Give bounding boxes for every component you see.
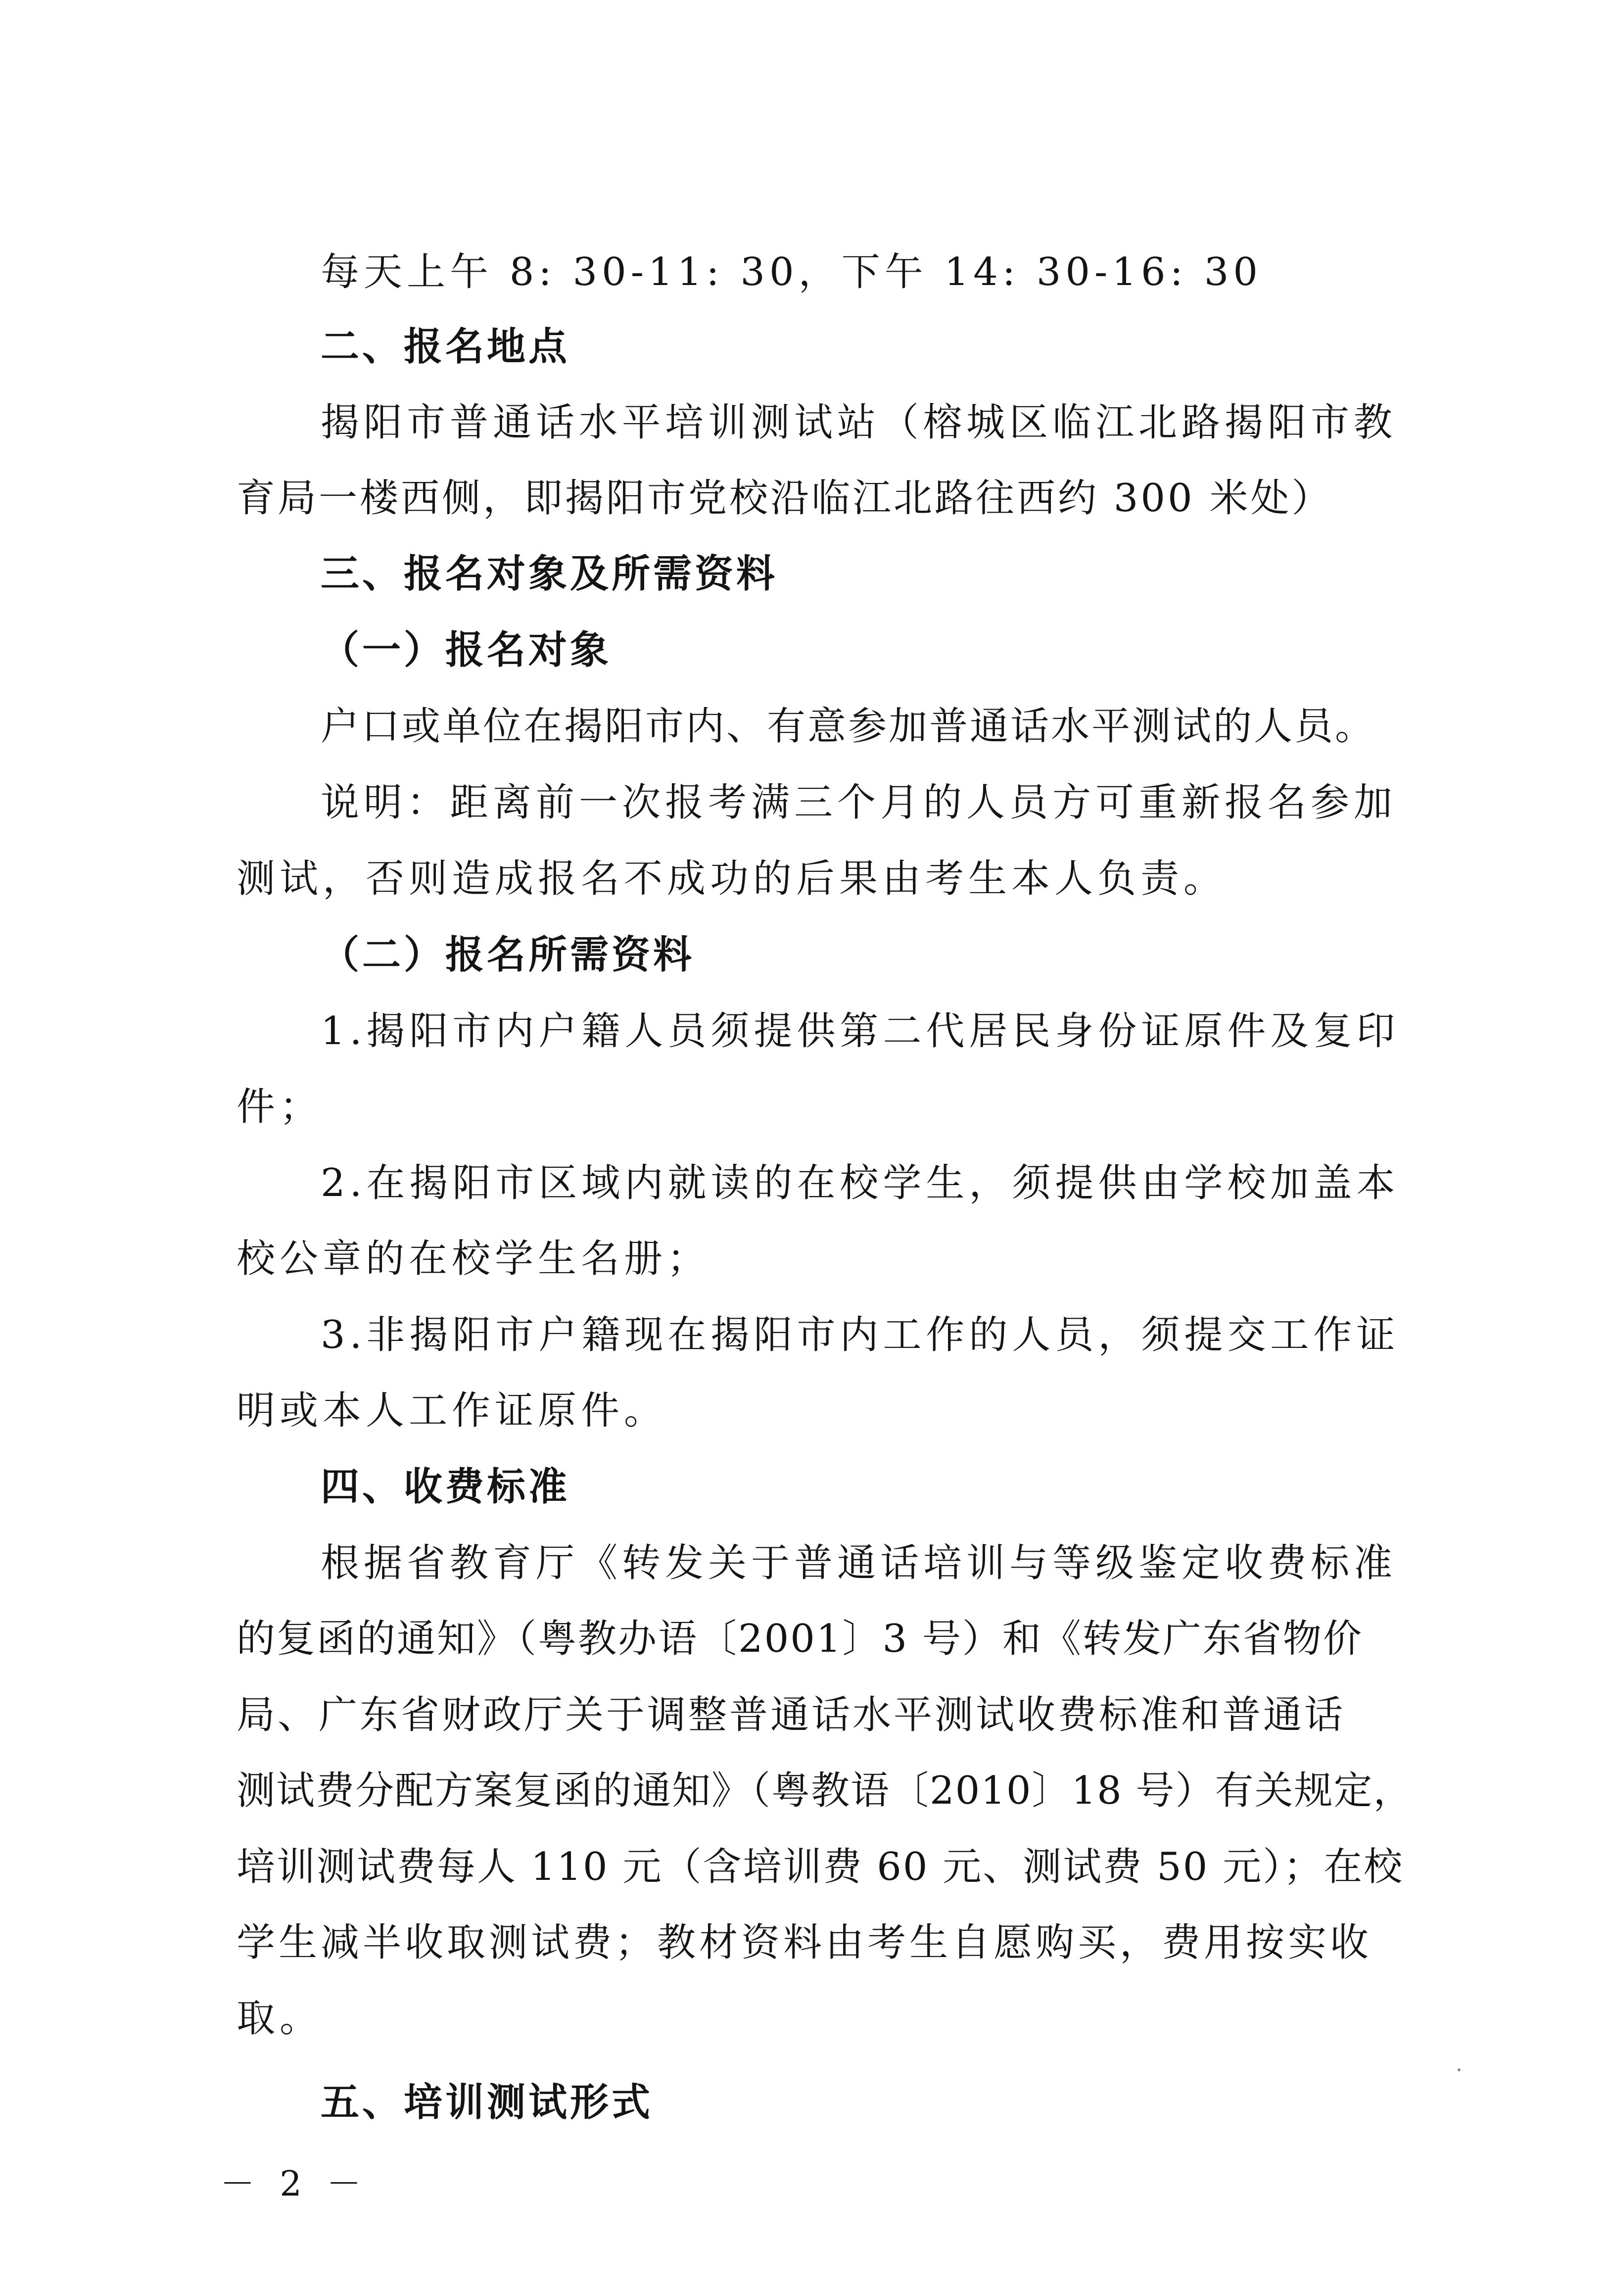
section-heading-fees: 四、收费标准	[321, 1465, 570, 1509]
body-line-item1-1: 1.揭阳市内户籍人员须提供第二代居民身份证原件及复印	[321, 1009, 1400, 1053]
body-line-item2-1: 2.在揭阳市区域内就读的在校学生，须提供由学校加盖本	[321, 1161, 1400, 1205]
body-line-item1-2: 件；	[237, 1085, 323, 1129]
scan-speck	[1458, 2068, 1461, 2071]
section-heading-location: 二、报名地点	[321, 325, 570, 369]
body-line-note-2: 测试，否则造成报名不成功的后果由考生本人负责。	[237, 857, 1227, 901]
body-line-hours: 每天上午 8: 30-11: 30，下午 14: 30-16: 30	[321, 250, 1262, 294]
body-line-location-1: 揭阳市普通话水平培训测试站（榕城区临江北路揭阳市教	[321, 400, 1397, 445]
body-line-item3-1: 3.非揭阳市户籍现在揭阳市内工作的人员，须提交工作证	[321, 1313, 1400, 1357]
body-line-note-1: 说明：距离前一次报考满三个月的人员方可重新报名参加	[321, 780, 1397, 825]
section-heading-format: 五、培训测试形式	[321, 2080, 654, 2125]
body-line-location-2: 育局一楼西侧，即揭阳市党校沿临江北路往西约 300 米处）	[237, 476, 1333, 521]
body-line-fees-7: 取。	[237, 1996, 323, 2041]
body-line-fees-5: 培训测试费每人 110 元（含培训费 60 元、测试费 50 元）；在校	[237, 1845, 1404, 1889]
body-line-fees-3: 局、广东省财政厅关于调整普通话水平测试收费标准和普通话	[237, 1693, 1346, 1737]
body-line-fees-1: 根据省教育厅《转发关于普通话培训与等级鉴定收费标准	[321, 1541, 1397, 1585]
body-line-item2-2: 校公章的在校学生名册；	[237, 1237, 710, 1281]
section-heading-targets-materials: 三、报名对象及所需资料	[321, 552, 778, 596]
body-line-item3-2: 明或本人工作证原件。	[237, 1388, 667, 1433]
page-number: － 2 －	[220, 2163, 369, 2204]
subheading-targets: （一）报名对象	[321, 628, 612, 672]
body-line-fees-6: 学生减半收取测试费；教材资料由考生自愿购买，费用按实收	[237, 1920, 1372, 1965]
body-line-fees-4: 测试费分配方案复函的通知》（粤教语〔2010〕18 号）有关规定，	[237, 1769, 1413, 1813]
body-line-fees-2: 的复函的通知》（粤教办语〔2001〕3 号）和《转发广东省物价	[237, 1617, 1363, 1661]
body-line-targets: 户口或单位在揭阳市内、有意参加普通话水平测试的人员。	[321, 704, 1376, 749]
subheading-materials: （二）报名所需资料	[321, 933, 695, 977]
